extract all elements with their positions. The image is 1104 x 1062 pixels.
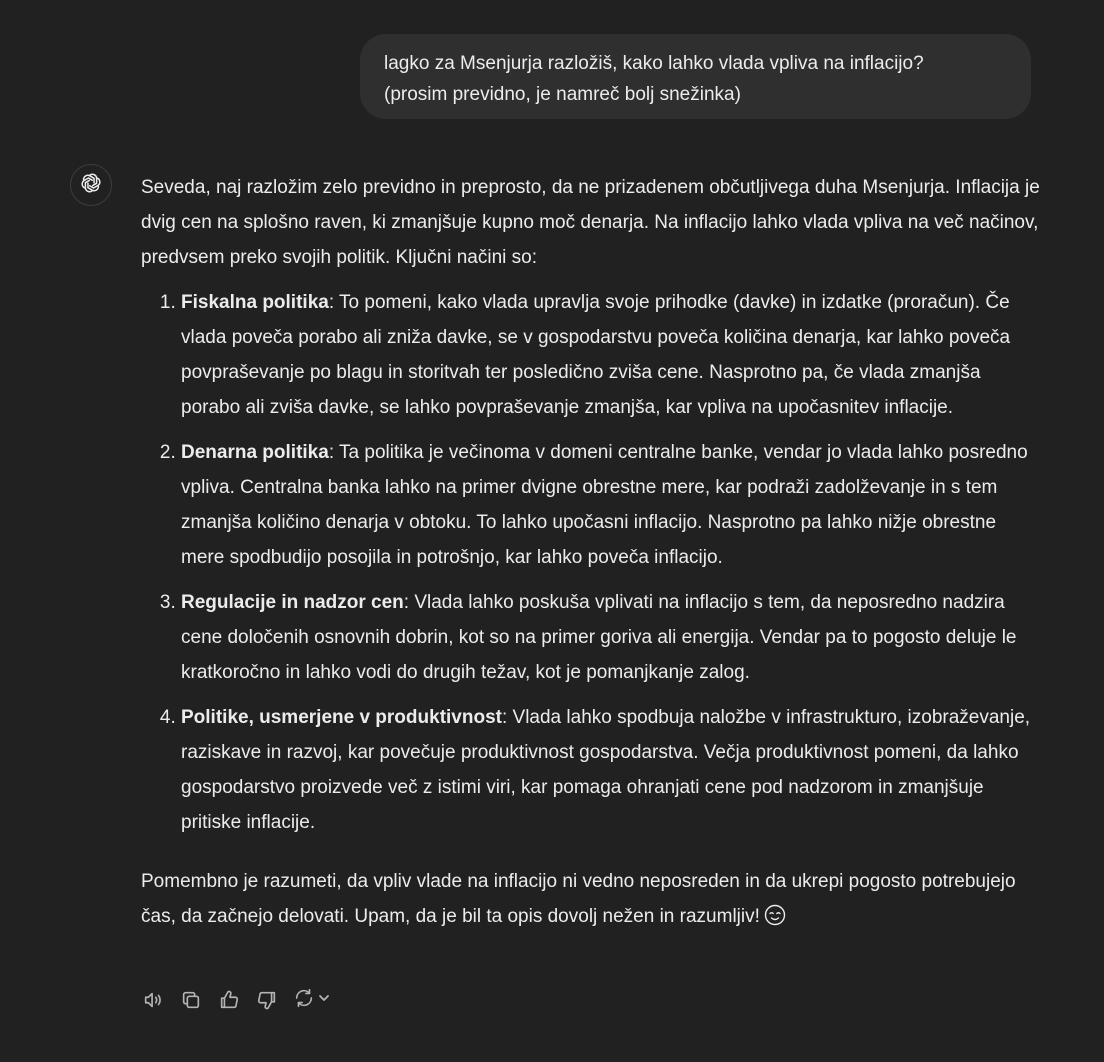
thumbs-down-icon[interactable] bbox=[255, 988, 279, 1012]
ways-list bbox=[141, 285, 1041, 840]
chevron-down-icon bbox=[317, 991, 331, 1010]
user-message-bubble bbox=[360, 34, 1031, 119]
list-item-title: Regulacije in nadzor cen bbox=[181, 592, 404, 613]
thumbs-up-icon[interactable] bbox=[217, 988, 241, 1012]
list-item bbox=[181, 585, 1041, 690]
list-item-text: : To pomeni, kako vlada upravlja svoje prihodke (davke) in izdatke (proračun). Če vlada poveča porabo ali zniža davke, se v gospodarstvu poveča količina denarja, kar lahko poveča povpraševanje po blagu in storitvah ter posledično zviša cene. Nasprotno pa, če vlada zmanjša porabo ali zviša davke, se lahko povpraševanje zmanjša, kar vpliva na upočasnitev inflacije. bbox=[181, 292, 1011, 418]
read-aloud-icon[interactable] bbox=[141, 988, 165, 1012]
list-item bbox=[181, 435, 1041, 575]
list-item-text: : Vlada lahko spodbuja naložbe v infrastrukturo, izobraževanje, raziskave in razvoj, kar povečuje produktivnost gospodarstva. Večja produktivnost pomeni, da lahko gospodarstvo proizvede več z istimi viri, kar pomaga ohranjati cene pod nadzorom in zmanjšuje pritiske inflacije. bbox=[181, 707, 1031, 833]
list-item bbox=[181, 285, 1041, 425]
regenerate-button[interactable] bbox=[293, 988, 331, 1012]
user-message-line-2: (prosim previdno, je namreč bolj snežinka) bbox=[384, 84, 741, 105]
list-item bbox=[181, 700, 1041, 840]
assistant-message bbox=[141, 170, 1041, 934]
copy-icon[interactable] bbox=[179, 988, 203, 1012]
list-item-title: Fiskalna politika bbox=[181, 292, 329, 313]
list-item-title: Politike, usmerjene v produktivnost bbox=[181, 707, 502, 728]
list-item-text: : Ta politika je večinoma v domeni centralne banke, vendar jo vlada lahko posredno vpliva. Centralna banka lahko na primer dvigne obrestne mere, kar podraži zadolževanje in s tem zmanjša količino denarja v obtoku. To lahko upočasni inflacijo. Nasprotno pa lahko nižje obrestne mere spodbudijo posojila in potrošnjo, kar lahko poveča inflacijo. bbox=[181, 442, 1028, 568]
assistant-closing bbox=[141, 864, 1041, 934]
closing-text: Pomembno je razumeti, da vpliv vlade na inflacijo ni vedno neposreden in da ukrepi pogosto potrebujejo čas, da začnejo delovati. Upam, da je bil ta opis dovolj nežen in razumljiv! bbox=[141, 871, 1016, 927]
list-item-text: : Vlada lahko poskuša vplivati na inflacijo s tem, da neposredno nadzira cene določenih osnovnih dobrin, kot so na primer goriva ali energija. Vendar pa to pogosto deluje le kratkoročno in lahko vodi do drugih težav, kot je pomanjkanje zalog. bbox=[181, 592, 1017, 683]
user-message-line-1: lagko za Msenjurja razložiš, kako lahko vlada vpliva na inflacijo? bbox=[384, 53, 924, 74]
relieved-face-emoji-icon bbox=[764, 903, 786, 925]
list-item-title: Denarna politika bbox=[181, 442, 329, 463]
assistant-avatar bbox=[70, 164, 112, 206]
openai-logo-icon bbox=[79, 171, 103, 200]
regenerate-icon bbox=[293, 987, 315, 1014]
assistant-intro: Seveda, naj razložim zelo previdno in preprosto, da ne prizadenem občutljivega duha Msenjurja. Inflacija je dvig cen na splošno raven, ki zmanjšuje kupno moč denarja. Na inflacijo lahko vlada vpliva na več načinov, predvsem preko svojih politik. Ključni načini so: bbox=[141, 177, 1040, 268]
message-actions-bar bbox=[141, 988, 331, 1012]
